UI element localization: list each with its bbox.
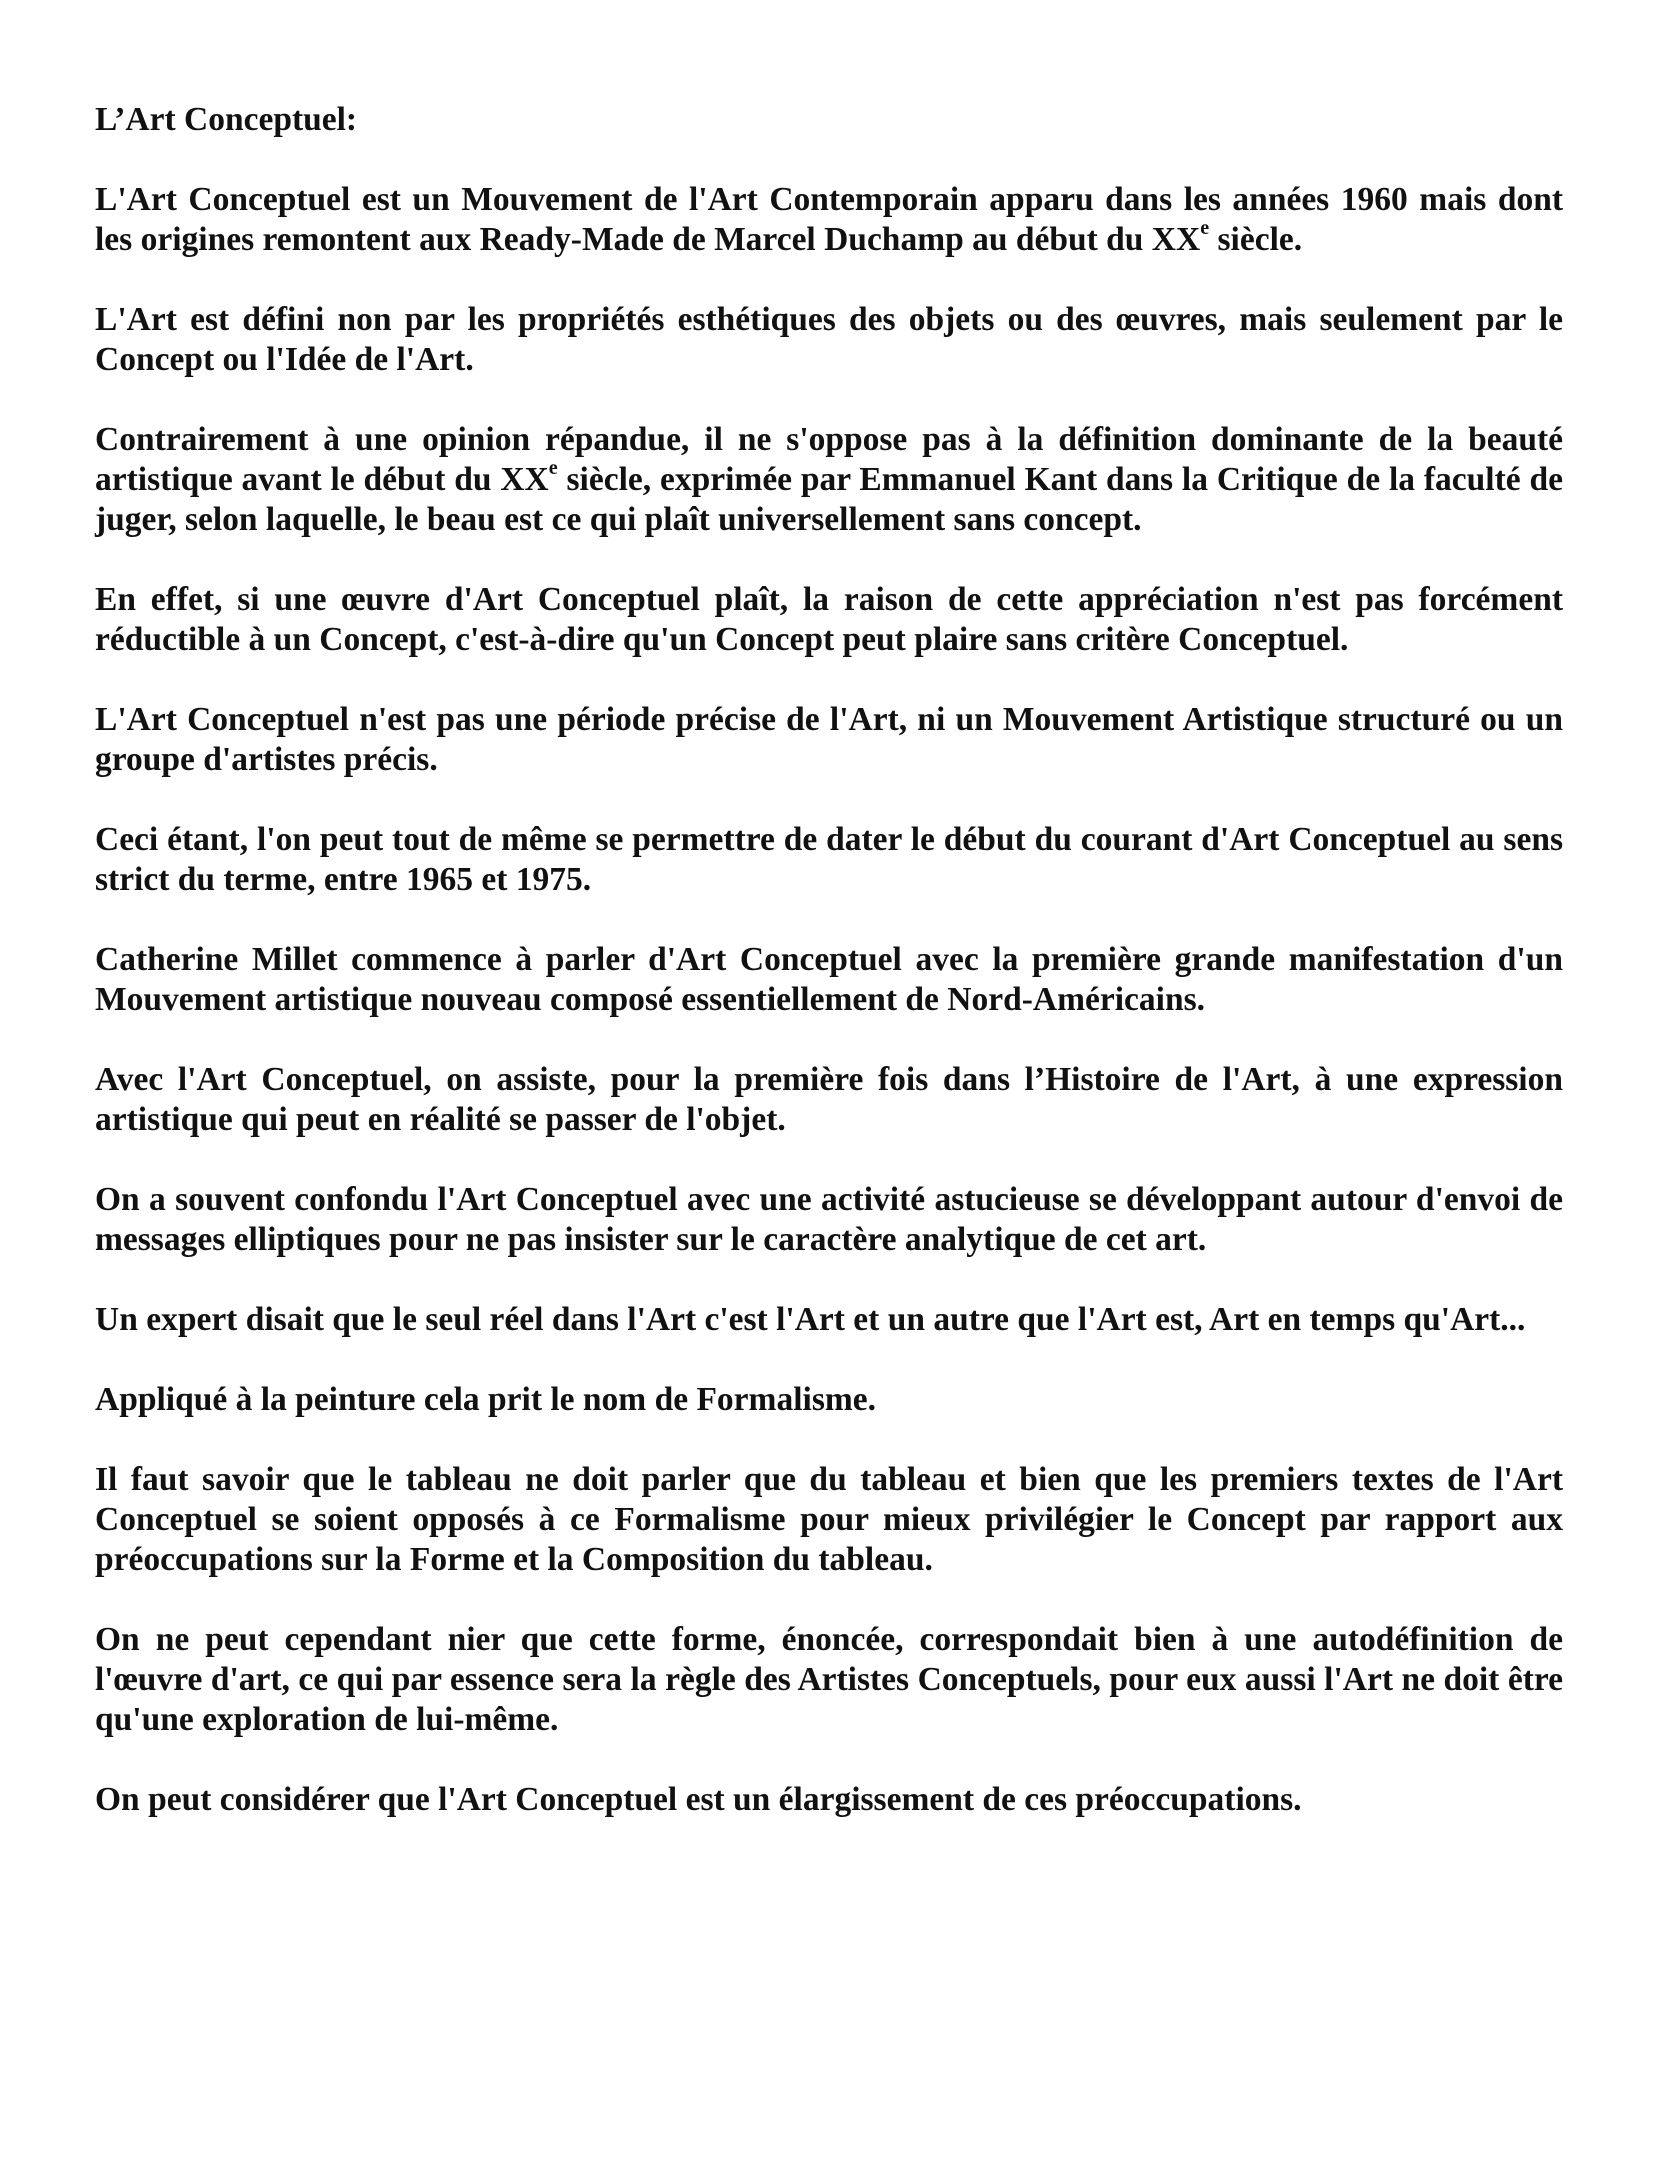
paragraph <box>95 420 1563 540</box>
paragraph <box>95 1180 1563 1260</box>
paragraph <box>95 1380 1563 1420</box>
superscript-text: e <box>548 456 558 479</box>
document-title: L’Art Conceptuel: <box>95 101 358 138</box>
paragraph-text: Ceci étant, l'on peut tout de même se permettre de dater le début du courant d'Art Conceptuel au sens strict du terme, entre 1965 et 1975. <box>95 821 1563 898</box>
paragraph-text: On ne peut cependant nier que cette forme, énoncée, correspondait bien à une autodéfinition de l'œuvre d'art, ce qui par essence sera la règle des Artistes Conceptuels, pour eux aussi l'Art ne doit être qu'une exploration de lui-même. <box>95 1621 1563 1738</box>
paragraph-text: Contrairement à une opinion répandue, il ne s'oppose pas à la définition dominante de la beauté artistique avant le début du XX <box>95 421 1563 498</box>
paragraph-text: Catherine Millet commence à parler d'Art Conceptuel avec la première grande manifestation d'un Mouvement artistique nouveau composé essentiellement de Nord-Américains. <box>95 941 1563 1018</box>
paragraph-text: siècle, exprimée par Emmanuel Kant dans la Critique de la faculté de juger, selon laquelle, le beau est ce qui plaît universellement sans concept. <box>95 461 1563 538</box>
paragraph <box>95 1780 1563 1820</box>
paragraph-text: Appliqué à la peinture cela prit le nom de Formalisme. <box>95 1381 877 1418</box>
paragraph-text: Avec l'Art Conceptuel, on assiste, pour la première fois dans l’Histoire de l'Art, à une expression artistique qui peut en réalité se passer de l'objet. <box>95 1061 1563 1138</box>
paragraph <box>95 1300 1563 1340</box>
superscript-text: e <box>1200 216 1210 239</box>
paragraph-text: siècle. <box>1209 221 1303 258</box>
paragraph <box>95 300 1563 380</box>
paragraph-list <box>95 180 1563 1820</box>
document-body <box>95 100 1563 1820</box>
paragraph <box>95 940 1563 1020</box>
paragraph <box>95 580 1563 660</box>
paragraph <box>95 820 1563 900</box>
paragraph <box>95 180 1563 260</box>
paragraph <box>95 1620 1563 1740</box>
paragraph <box>95 700 1563 780</box>
paragraph-text: Un expert disait que le seul réel dans l'Art c'est l'Art et un autre que l'Art est, Art en temps qu'Art... <box>95 1301 1526 1338</box>
paragraph-text: On peut considérer que l'Art Conceptuel est un élargissement de ces préoccupations. <box>95 1781 1302 1818</box>
paragraph-text: Il faut savoir que le tableau ne doit parler que du tableau et bien que les premiers textes de l'Art Conceptuel se soient opposés à ce Formalisme pour mieux privilégier le Concept par rapport aux préoccupations sur la Forme et la Composition du tableau. <box>95 1461 1563 1578</box>
paragraph-text: L'Art Conceptuel n'est pas une période précise de l'Art, ni un Mouvement Artistique structuré ou un groupe d'artistes précis. <box>95 701 1563 778</box>
paragraph <box>95 1060 1563 1140</box>
paragraph-text: En effet, si une œuvre d'Art Conceptuel plaît, la raison de cette appréciation n'est pas forcément réductible à un Concept, c'est-à-dire qu'un Concept peut plaire sans critère Conceptuel. <box>95 581 1563 658</box>
paragraph-text: On a souvent confondu l'Art Conceptuel avec une activité astucieuse se développant autour d'envoi de messages elliptiques pour ne pas insister sur le caractère analytique de cet art. <box>95 1181 1563 1258</box>
paragraph-text: L'Art Conceptuel est un Mouvement de l'Art Contemporain apparu dans les années 1960 mais dont les origines remontent aux Ready-Made de Marcel Duchamp au début du XX <box>95 181 1563 258</box>
paragraph <box>95 1460 1563 1580</box>
paragraph-text: L'Art est défini non par les propriétés esthétiques des objets ou des œuvres, mais seulement par le Concept ou l'Idée de l'Art. <box>95 301 1563 378</box>
